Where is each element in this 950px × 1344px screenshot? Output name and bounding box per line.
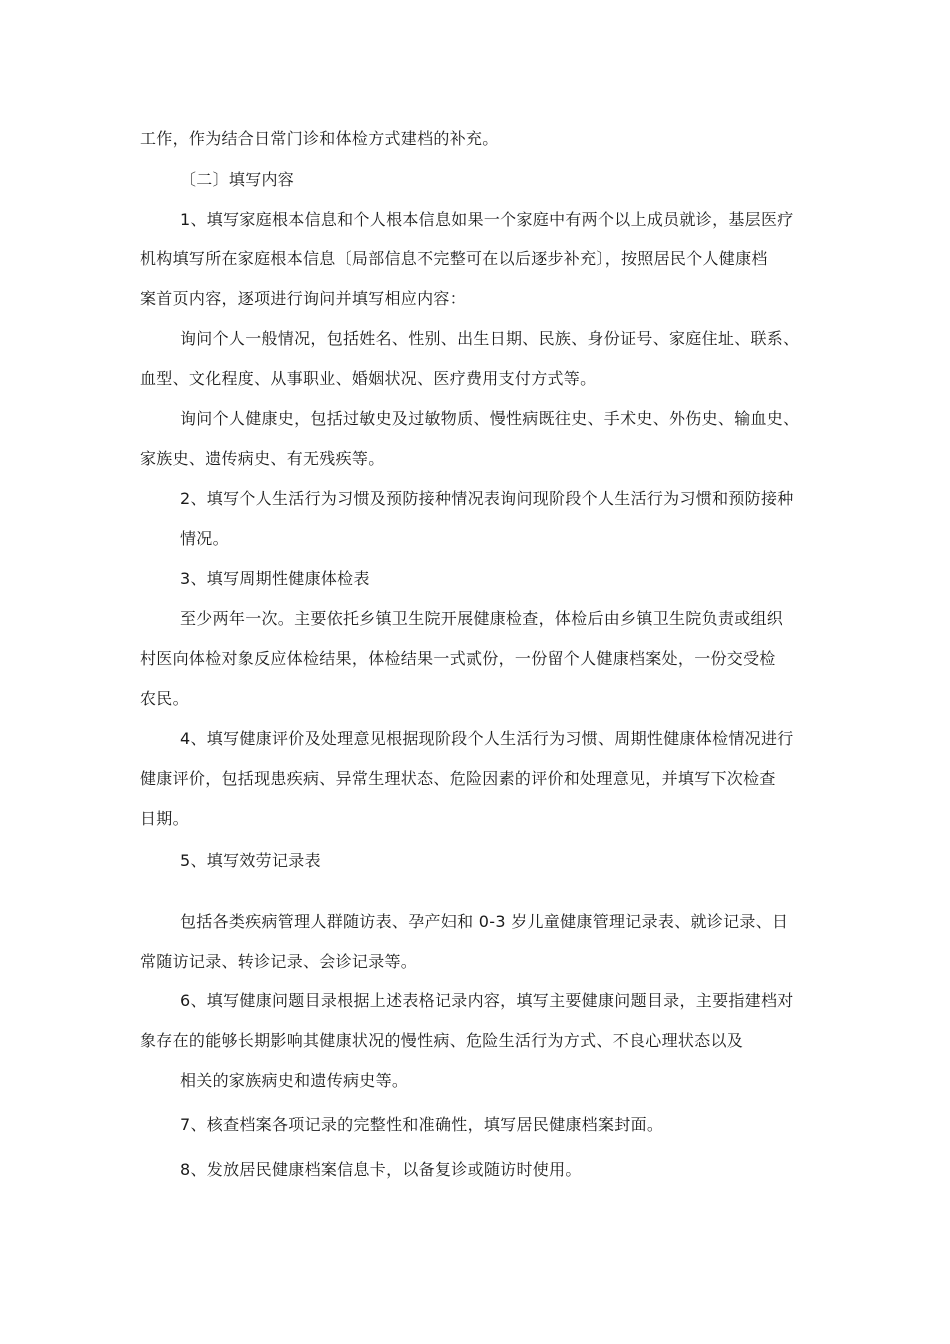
text-line: 询问个人一般情况，包括姓名、性别、出生日期、民族、身份证号、家庭住址、联系、: [180, 329, 800, 348]
text-line: 询问个人健康史，包括过敏史及过敏物质、慢性病既往史、手术史、外伤史、输血史、: [180, 409, 800, 428]
text-line: 健康评价，包括现患疾病、异常生理状态、危险因素的评价和处理意见，并填写下次检查: [140, 769, 776, 788]
text-line: 至少两年一次。主要依托乡镇卫生院开展健康检查，体检后由乡镇卫生院负责或组织: [180, 609, 784, 628]
text-line: 血型、文化程度、从事职业、婚姻状况、医疗费用支付方式等。: [140, 369, 597, 388]
text-line: 5、填写效劳记录表: [180, 851, 321, 870]
text-line: 村医向体检对象反应体检结果，体检结果一式贰份，一份留个人健康档案处，一份交受检: [140, 649, 776, 668]
text-line: 工作，作为结合日常门诊和体检方式建档的补充。: [140, 129, 499, 148]
text-line: 包括各类疾病管理人群随访表、孕产妇和 0-3 岁儿童健康管理记录表、就诊记录、日: [180, 912, 789, 931]
text-line: 3、填写周期性健康体检表: [180, 569, 370, 588]
text-line: 2、填写个人生活行为习惯及预防接种情况表询问现阶段个人生活行为习惯和预防接种: [180, 489, 794, 508]
text-line: 日期。: [140, 809, 189, 828]
text-line: 相关的家族病史和遗传病史等。: [180, 1071, 409, 1090]
text-line: 7、核查档案各项记录的完整性和准确性，填写居民健康档案封面。: [180, 1115, 664, 1134]
text-line: 情况。: [180, 529, 229, 548]
text-line: 机构填写所在家庭根本信息〔局部信息不完整可在以后逐步补充〕，按照居民个人健康档: [140, 249, 768, 268]
text-line: 象存在的能够长期影响其健康状况的慢性病、危险生活行为方式、不良心理状态以及: [140, 1031, 744, 1050]
section-heading: 〔二〕填写内容: [180, 170, 295, 189]
text-line: 常随访记录、转诊记录、会诊记录等。: [140, 952, 418, 971]
text-line: 4、填写健康评价及处理意见根据现阶段个人生活行为习惯、周期性健康体检情况进行: [180, 729, 794, 748]
text-line: 家族史、遗传病史、有无残疾等。: [140, 449, 385, 468]
text-line: 6、填写健康问题目录根据上述表格记录内容，填写主要健康问题目录，主要指建档对: [180, 991, 794, 1010]
text-line: 1、填写家庭根本信息和个人根本信息如果一个家庭中有两个以上成员就诊，基层医疗: [180, 210, 794, 229]
text-line: 8、发放居民健康档案信息卡，以备复诊或随访时使用。: [180, 1160, 582, 1179]
text-line: 农民。: [140, 689, 189, 708]
text-line: 案首页内容，逐项进行询问并填写相应内容：: [140, 289, 467, 308]
